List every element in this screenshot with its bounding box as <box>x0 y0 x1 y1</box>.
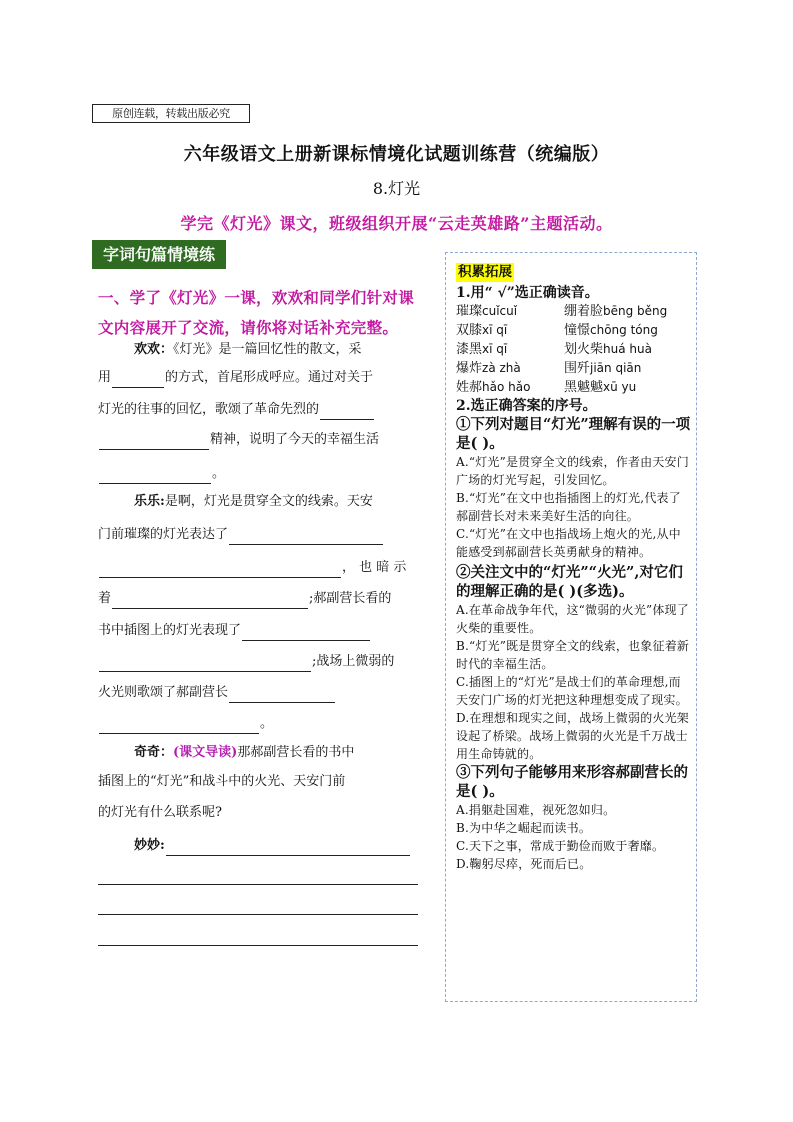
dialogue-text: 精神，说明了今天的幸福生活 <box>210 432 380 447</box>
answer-blank[interactable] <box>112 372 164 388</box>
sidebar-q2-3-title: ③下列句子能够用来形容郝副营长的是( )。 <box>456 764 688 800</box>
pinyin-choice[interactable]: jiān qiān <box>590 361 642 375</box>
option-item[interactable]: A.“灯光”是贯穿全文的线索，作者由天安门广场的灯光写起，引发回忆。 <box>456 455 689 487</box>
speaker-qiqi: 奇奇： <box>134 745 174 760</box>
speaker-lele: 乐乐: <box>134 494 165 509</box>
pinyin-choice[interactable]: zà zhà <box>482 361 521 375</box>
section-badge: 字词句篇情境练 <box>92 240 226 269</box>
copyright-stamp: 原创连载，转载出版必究 <box>92 104 250 123</box>
pinyin-choice[interactable]: huá huà <box>603 342 652 356</box>
dialogue-text: 门前璀璨的灯光表达了 <box>98 527 229 542</box>
answer-blank[interactable] <box>166 840 410 856</box>
lesson-title: 8.灯光 <box>372 179 421 198</box>
dialogue-text: ;战场上微弱的 <box>312 654 395 669</box>
dialogue-text: 的方式，首尾形成呼应。通过对关于 <box>165 370 374 385</box>
dialogue-lele-line-6 <box>98 652 420 672</box>
dialogue-lele-line-4 <box>98 589 420 609</box>
activity-theme-line: 学完《灯光》课文，班级组织开展“云走英雄路”主题活动。 <box>180 214 613 233</box>
dialogue-huanhuan-line-4 <box>98 430 420 450</box>
dialogue-text: 。 <box>260 716 274 731</box>
question-1-prompt: 一、学了《灯光》一课，欢欢和同学们针对课文内容展开了交流，请你将对话补充完整。 <box>98 288 415 337</box>
answer-line[interactable] <box>98 945 418 946</box>
pinyin-choice[interactable]: cuǐcuǐ <box>482 304 518 318</box>
pinyin-word: 憧憬 <box>564 323 591 338</box>
answer-blank[interactable] <box>229 529 383 545</box>
document-title: 六年级语文上册新课标情境化试题训练营（统编版） <box>183 144 610 165</box>
pinyin-word: 璀璨 <box>456 304 483 319</box>
pinyin-word: 围歼 <box>564 361 591 376</box>
pinyin-word: 划火柴 <box>564 342 604 357</box>
dialogue-huanhuan-line-5 <box>98 464 420 484</box>
sidebar-q1-title: 1.用“ √”选正确读音。 <box>456 285 599 301</box>
pinyin-choice[interactable]: xī qī <box>482 323 508 337</box>
pinyin-choice[interactable]: bēng běng <box>603 304 668 318</box>
answer-blank[interactable] <box>99 562 341 578</box>
reading-guide-tag: (课文导读) <box>173 745 238 760</box>
dialogue-huanhuan-line-2 <box>98 368 420 388</box>
answer-blank[interactable] <box>99 656 311 672</box>
pinyin-row <box>456 359 692 378</box>
answer-blank[interactable] <box>320 404 374 420</box>
pinyin-word: 漆黑 <box>456 342 483 357</box>
dialogue-lele-line-3 <box>98 558 420 578</box>
option-item[interactable]: D.在理想和现实之间，战场上微弱的火光架设起了桥梁。战场上微弱的火光是千万战士用生命铸就的。 <box>456 711 690 761</box>
dialogue-text: 是啊，灯光是贯穿全文的线索。天安 <box>164 494 373 509</box>
dialogue-text: 用 <box>98 370 112 385</box>
option-item[interactable]: A.在革命战争年代，这“微弱的火光”体现了火柴的重要性。 <box>456 603 689 635</box>
pinyin-row <box>456 378 692 397</box>
dialogue-text: 。 <box>212 466 226 481</box>
dialogue-lele-line-8 <box>98 714 420 734</box>
dialogue-miaomiao-line-1 <box>98 836 424 856</box>
pinyin-table <box>456 302 692 397</box>
sidebar-q2-1-title: ①下列对题目“灯光”理解有误的一项是( )。 <box>456 416 691 452</box>
dialogue-qiqi-line-3 <box>98 803 420 823</box>
pinyin-word: 绷着脸 <box>564 304 604 319</box>
dialogue-lele-line-5 <box>98 621 420 641</box>
accumulation-sidebar <box>445 252 697 1002</box>
pinyin-row <box>456 340 692 359</box>
pinyin-word: 姓郝 <box>456 380 483 395</box>
option-item[interactable]: C.插图上的“灯光”是战士们的革命理想,而天安门广场的灯光把这种理想变成了现实。 <box>456 675 688 707</box>
dialogue-text: 灯光的往事的回忆，歌颂了革命先烈的 <box>98 402 320 417</box>
sidebar-q2-title: 2.选正确答案的序号。 <box>456 398 597 414</box>
answer-blank[interactable] <box>99 468 211 484</box>
option-item[interactable]: D.鞠躬尽瘁，死而后已。 <box>456 857 592 871</box>
dialogue-lele-line-7 <box>98 683 420 703</box>
speaker-miaomiao: 妙妙: <box>134 838 165 853</box>
dialogue-text: ;郝副营长看的 <box>309 591 392 606</box>
dialogue-lele-line-1 <box>98 492 424 512</box>
dialogue-text: 的灯光有什么联系呢? <box>98 805 222 820</box>
dialogue-text: 那郝副营长看的书中 <box>237 745 355 760</box>
answer-blank[interactable] <box>229 687 335 703</box>
dialogue-lele-line-2 <box>98 525 420 545</box>
pinyin-word: 黑魆魆 <box>564 380 604 395</box>
dialogue-huanhuan-line-1 <box>98 340 424 360</box>
dialogue-text: ， 也 暗 示 <box>342 560 407 575</box>
sidebar-q2-2-title: ②关注文中的“灯光”“火光”,对它们的理解正确的是( )(多选)。 <box>456 564 683 600</box>
pinyin-choice[interactable]: hǎo hǎo <box>482 380 531 394</box>
option-item[interactable]: C.天下之事，常成于勤俭而败于奢靡。 <box>456 839 665 853</box>
option-item[interactable]: B.“灯光”在文中也指插图上的灯光,代表了郝副营长对未来美好生活的向往。 <box>456 491 681 523</box>
dialogue-text: 《灯光》是一篇回忆性的散文，采 <box>173 342 362 357</box>
dialogue-qiqi-line-1 <box>98 743 424 763</box>
option-item[interactable]: B.“灯光”既是贯穿全文的线索，也象征着新时代的幸福生活。 <box>456 639 690 671</box>
dialogue-qiqi-line-2 <box>98 772 420 792</box>
option-item[interactable]: C.“灯光”在文中也指战场上炮火的光,从中能感受到郝副营长英勇献身的精神。 <box>456 527 681 559</box>
option-item[interactable]: B.为中华之崛起而读书。 <box>456 821 592 835</box>
pinyin-row <box>456 302 692 321</box>
dialogue-text: 着 <box>98 591 112 606</box>
answer-line[interactable] <box>98 914 418 915</box>
pinyin-word: 双膝 <box>456 323 483 338</box>
answer-blank[interactable] <box>112 593 308 609</box>
answer-blank[interactable] <box>242 625 370 641</box>
pinyin-word: 爆炸 <box>456 361 483 376</box>
answer-line[interactable] <box>98 884 418 885</box>
sidebar-badge: 积累拓展 <box>458 264 512 280</box>
dialogue-text: 插图上的“灯光”和战斗中的火光、天安门前 <box>98 774 346 789</box>
pinyin-choice[interactable]: xū yu <box>603 380 637 394</box>
dialogue-text: 火光则歌颂了郝副营长 <box>98 685 229 700</box>
answer-blank[interactable] <box>99 434 209 450</box>
pinyin-choice[interactable]: xī qī <box>482 342 508 356</box>
answer-blank[interactable] <box>99 718 259 734</box>
speaker-huanhuan: 欢欢： <box>134 342 174 357</box>
option-item[interactable]: A.捐躯赴国难，视死忽如归。 <box>456 803 616 817</box>
dialogue-text: 书中插图上的灯光表现了 <box>98 623 242 638</box>
pinyin-choice[interactable]: chōng tóng <box>590 323 658 337</box>
dialogue-huanhuan-line-3 <box>98 400 420 420</box>
pinyin-row <box>456 321 692 340</box>
